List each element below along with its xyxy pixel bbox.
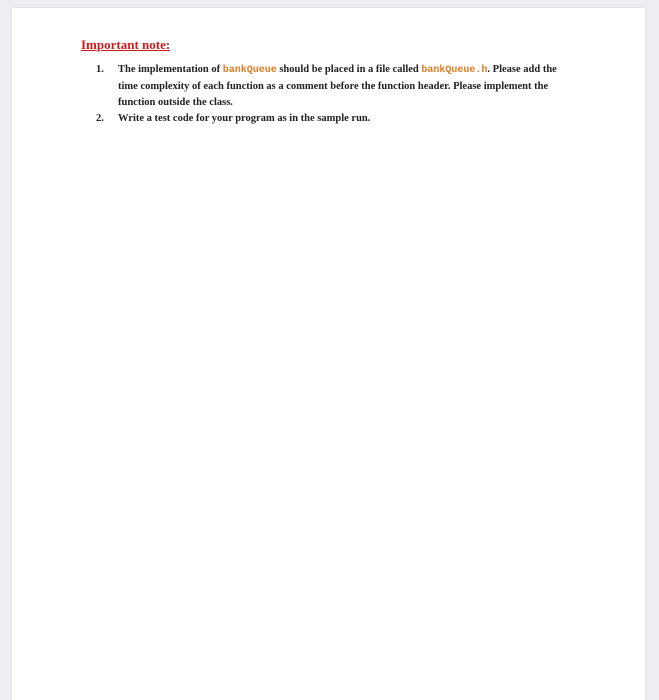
item-text: . Please add the time complexity of each function as a comment before the function header. Please implement the function outside the class. [118, 64, 557, 108]
item-number: 2. [96, 113, 104, 124]
note-list [96, 62, 576, 127]
item-text: should be placed in a file called [276, 64, 422, 75]
item-text: The implementation of [118, 64, 223, 75]
item-text: Write a test code for your program as in the sample run. [118, 113, 371, 124]
important-note-heading: Important note: [81, 37, 171, 52]
item-number: 1. [96, 64, 104, 75]
file-name-code: bankQueue.h [421, 65, 488, 76]
document-page [12, 8, 645, 700]
class-name-code: bankQueue [222, 65, 277, 76]
note-item-implementation [96, 62, 576, 111]
note-item-test-code [96, 111, 576, 127]
